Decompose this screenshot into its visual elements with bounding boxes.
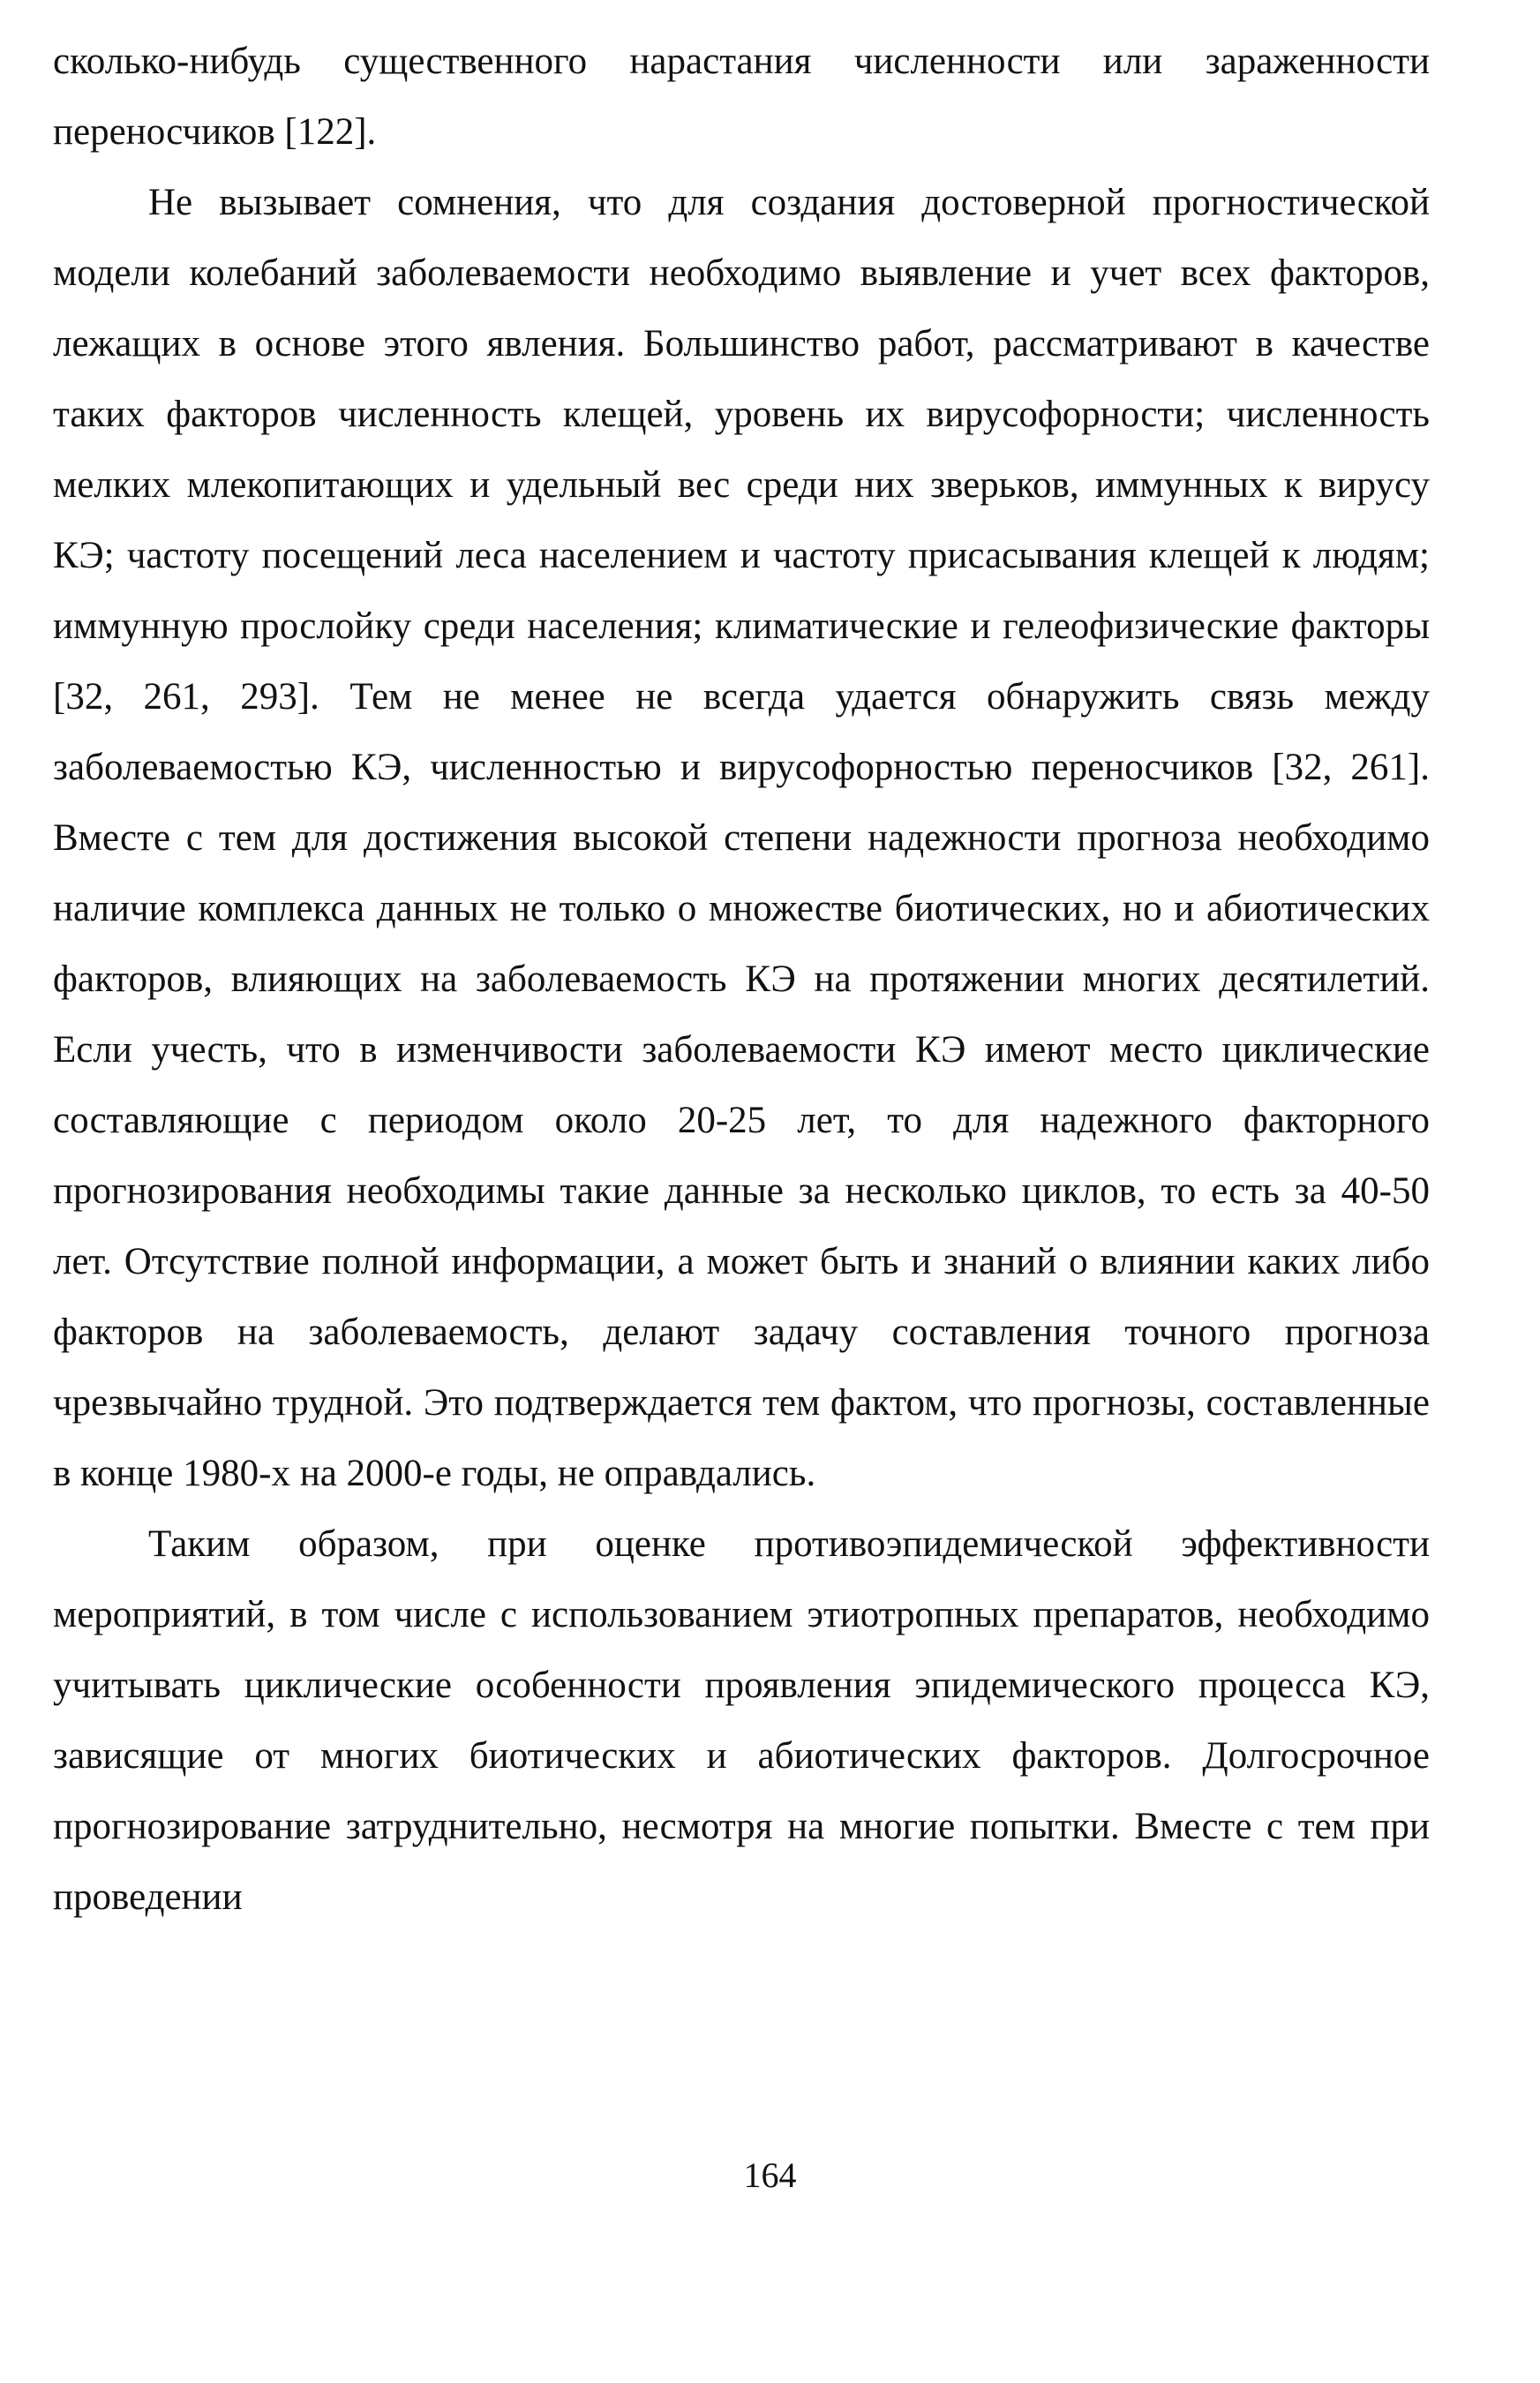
paragraph-prognostic-model: Не вызывает сомнения, что для создания достоверной прогностической модели колебаний заболеваемости необходимо выявление и учет всех факторов, лежащих в основе этого явления. Большинство работ, рассматривают в качестве таких факторов численность клещей, уровень их вирусофорности; численность мелких млекопитающих и удельный вес среди них зверьков, иммунных к вирусу КЭ; частоту посещений леса населением и частоту присасывания клещей к людям; иммунную прослойку среди населения; климатические и гелеофизические факторы [32, 261, 293]. Тем не менее не всегда удается обнаружить связь между заболеваемостью КЭ, численностью и вирусофорностью переносчиков [32, 261]. Вместе с тем для достижения высокой степени надежности прогноза необходимо наличие комплекса данных не только о множестве биотических, но и абиотических факторов, влияющих на заболеваемость КЭ на протяжении многих десятилетий. Если учесть, что в изменчивости заболеваемости КЭ имеют место циклические составляющие с периодом около 20-25 лет, то для надежного факторного прогнозирования необходимы такие данные за несколько циклов, то есть за 40-50 лет. Отсутствие полной информации, а может быть и знаний о влиянии каких либо факторов на заболеваемость, делают задачу составления точного прогноза чрезвычайно трудной. Это подтверждается тем фактом, что прогнозы, составленные в конце 1980-х на 2000-е годы, не оправдались. (53, 182, 1430, 1494)
paragraph-continuation: сколько-нибудь существенного нарастания численности или зараженности переносчиков [122]. (53, 41, 1430, 153)
page-body (53, 26, 1430, 1933)
paragraph-conclusion: Таким образом, при оценке противоэпидемической эффективности мероприятий, в том числе с использованием этиотропных препаратов, необходимо учитывать циклические особенности проявления эпидемического процесса КЭ, зависящие от многих биотических и абиотических факторов. Долгосрочное прогнозирование затруднительно, несмотря на многие попытки. Вместе с тем при проведении (53, 1523, 1430, 1918)
page-number: 164 (743, 2155, 797, 2195)
